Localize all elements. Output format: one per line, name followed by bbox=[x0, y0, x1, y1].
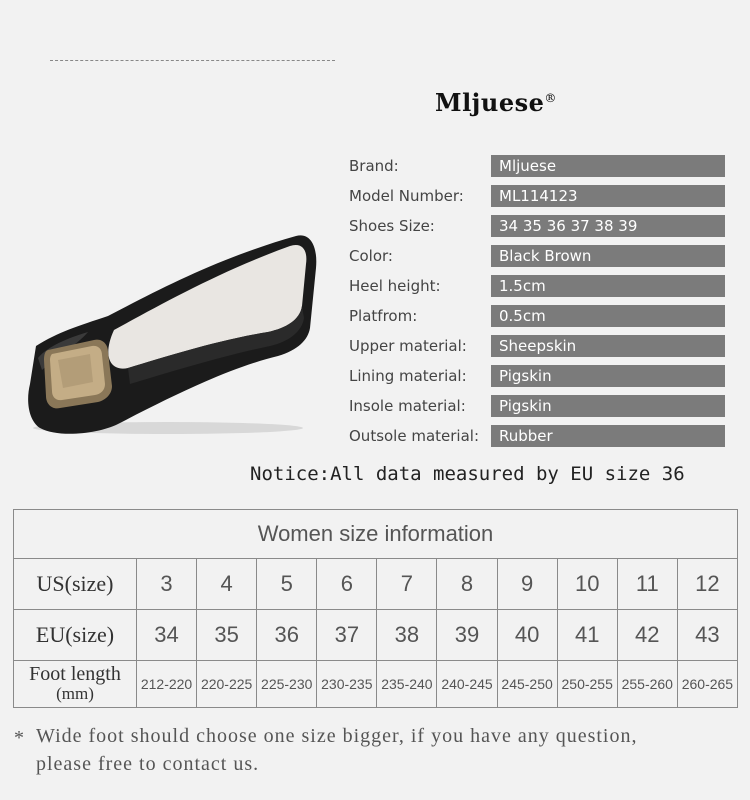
size-table bbox=[13, 509, 738, 708]
spec-row-lining bbox=[349, 363, 729, 393]
us-size-cell: 9 bbox=[497, 559, 557, 610]
spec-list bbox=[349, 153, 729, 453]
brand-logo bbox=[435, 88, 557, 117]
spec-label: Brand: bbox=[349, 157, 399, 175]
spec-row-brand bbox=[349, 153, 729, 183]
foot-length-cell: 260-265 bbox=[677, 661, 737, 708]
spec-label: Shoes Size: bbox=[349, 217, 435, 235]
us-size-cell: 4 bbox=[197, 559, 257, 610]
table-row bbox=[14, 559, 738, 610]
table-row bbox=[14, 610, 738, 661]
table-row bbox=[14, 661, 738, 708]
eu-size-cell: 40 bbox=[497, 610, 557, 661]
size-table-title: Women size information bbox=[14, 510, 738, 559]
spec-value: Rubber bbox=[491, 425, 725, 447]
spec-value: Pigskin bbox=[491, 395, 725, 417]
spec-row-heel bbox=[349, 273, 729, 303]
foot-length-cell: 250-255 bbox=[557, 661, 617, 708]
foot-length-cell: 230-235 bbox=[317, 661, 377, 708]
spec-row-insole bbox=[349, 393, 729, 423]
spec-value: 0.5cm bbox=[491, 305, 725, 327]
foot-length-cell: 245-250 bbox=[497, 661, 557, 708]
spec-label: Model Number: bbox=[349, 187, 464, 205]
spec-label: Color: bbox=[349, 247, 393, 265]
spec-label: Platfrom: bbox=[349, 307, 418, 325]
foot-length-cell: 235-240 bbox=[377, 661, 437, 708]
spec-label: Outsole material: bbox=[349, 427, 480, 445]
footnote bbox=[14, 722, 744, 778]
eu-size-cell: 35 bbox=[197, 610, 257, 661]
spec-value: Sheepskin bbox=[491, 335, 725, 357]
eu-size-cell: 39 bbox=[437, 610, 497, 661]
us-size-cell: 3 bbox=[137, 559, 197, 610]
notice-text: Notice:All data measured by EU size 36 bbox=[250, 463, 685, 485]
eu-size-label: EU(size) bbox=[14, 610, 137, 661]
us-size-cell: 8 bbox=[437, 559, 497, 610]
foot-length-cell: 220-225 bbox=[197, 661, 257, 708]
spec-value: ML114123 bbox=[491, 185, 725, 207]
us-size-cell: 10 bbox=[557, 559, 617, 610]
footnote-line-1: Wide foot should choose one size bigger, if you have any question, bbox=[36, 725, 638, 747]
spec-value: 1.5cm bbox=[491, 275, 725, 297]
us-size-label: US(size) bbox=[14, 559, 137, 610]
eu-size-cell: 36 bbox=[257, 610, 317, 661]
foot-length-cell: 255-260 bbox=[617, 661, 677, 708]
dashed-divider bbox=[50, 60, 335, 61]
eu-size-cell: 38 bbox=[377, 610, 437, 661]
brand-logo-name: Mljuese bbox=[435, 88, 545, 117]
spec-row-upper bbox=[349, 333, 729, 363]
spec-value: Black Brown bbox=[491, 245, 725, 267]
spec-row-outsole bbox=[349, 423, 729, 453]
eu-size-cell: 42 bbox=[617, 610, 677, 661]
us-size-cell: 6 bbox=[317, 559, 377, 610]
spec-row-model bbox=[349, 183, 729, 213]
us-size-cell: 7 bbox=[377, 559, 437, 610]
spec-value: Pigskin bbox=[491, 365, 725, 387]
spec-label: Upper material: bbox=[349, 337, 467, 355]
spec-label: Heel height: bbox=[349, 277, 441, 295]
eu-size-cell: 41 bbox=[557, 610, 617, 661]
eu-size-cell: 43 bbox=[677, 610, 737, 661]
foot-length-cell: 240-245 bbox=[437, 661, 497, 708]
spec-value: 34 35 36 37 38 39 bbox=[491, 215, 725, 237]
spec-row-platform bbox=[349, 303, 729, 333]
spec-row-color bbox=[349, 243, 729, 273]
shoe-image bbox=[18, 228, 323, 440]
us-size-cell: 5 bbox=[257, 559, 317, 610]
foot-length-cell: 225-230 bbox=[257, 661, 317, 708]
foot-length-unit: (mm) bbox=[56, 684, 94, 703]
spec-label: Lining material: bbox=[349, 367, 467, 385]
eu-size-cell: 37 bbox=[317, 610, 377, 661]
spec-label: Insole material: bbox=[349, 397, 466, 415]
footnote-line-2: please free to contact us. bbox=[36, 753, 260, 775]
asterisk-icon: * bbox=[14, 727, 25, 749]
us-size-cell: 11 bbox=[617, 559, 677, 610]
foot-length-text: Foot length bbox=[29, 663, 121, 685]
foot-length-cell: 212-220 bbox=[137, 661, 197, 708]
registered-mark: ® bbox=[544, 91, 557, 105]
spec-value: Mljuese bbox=[491, 155, 725, 177]
spec-row-size bbox=[349, 213, 729, 243]
foot-length-label bbox=[14, 661, 137, 708]
us-size-cell: 12 bbox=[677, 559, 737, 610]
eu-size-cell: 34 bbox=[137, 610, 197, 661]
